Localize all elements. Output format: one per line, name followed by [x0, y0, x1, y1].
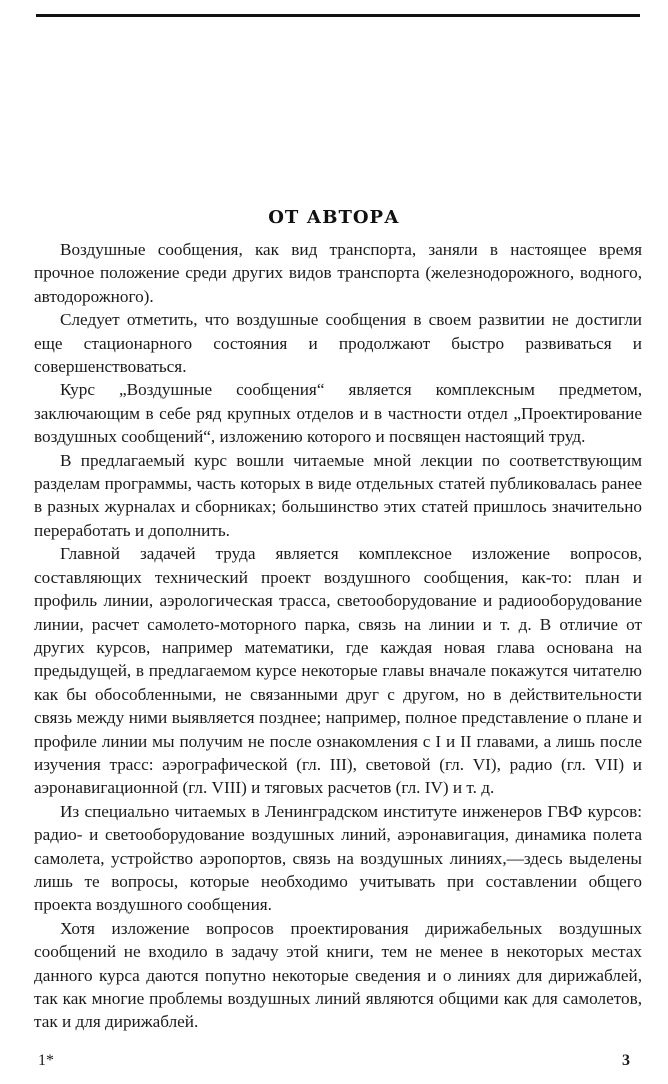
paragraph: Курс „Воздушные сообщения“ является комплексным предметом, заключающим в себе ряд крупных отделов и в частности отдел „Проектирование воздушных сообщений“, изложению которого и посвящен настоящий труд. — [34, 380, 642, 447]
paragraph: Хотя изложение вопросов проектирования дирижабельных воздушных сообщений не входило в задачу этой книги, тем не менее в некоторых местах данного курса даются попутно некоторые сведения и о линиях для дирижаблей, так как многие проблемы воздушных линий являются общими как для самолетов, так и для дирижаблей. — [34, 918, 642, 1032]
paragraph: Из специально читаемых в Ленинградском институте инженеров ГВФ курсов: радио- и светооборудование воздушных линий, аэронавигация, динамика полета самолета, устройство аэропортов, связь на воздушных линиях,—здесь выделены лишь те вопросы, которые необходимо учитывать при составлении общего проекта воздушного сообщения. — [34, 801, 642, 915]
page-heading: ОТ АВТОРА — [268, 207, 400, 228]
signature-mark: 1* — [38, 1052, 54, 1069]
top-rule — [36, 14, 640, 17]
paragraph: В предлагаемый курс вошли читаемые мной лекции по соответствующим разделам программы, часть которых в виде отдельных статей публиковалась ранее в разных журналах и сборниках; большинство этих статей пришлось значительно переработать и дополнить. — [34, 450, 642, 540]
paragraph: Воздушные сообщения, как вид транспорта, заняли в настоящее время прочное положение среди других видов транспорта (железнодорожного, водного, автодорожного). — [34, 240, 642, 306]
paragraph: Главной задачей труда является комплексное изложение вопросов, составляющих технический проект воздушного сообщения, как-то: план и профиль линии, аэрологическая трасса, светооборудование и радиооборудование линии, расчет самолето-моторного парка, связь на линии и т. д. В отличие от других курсов, например математики, где каждая новая глава основана на предыдущей, в предлагаемом курсе некоторые главы вначале покажутся читателю как бы обособленными, не связанными друг с другом, но в действительности связь между ними выявляется позднее; например, полное представление о плане и профиле линии мы получим не после ознакомления с I и II главами, а лишь после изучения трасс: аэрографической (гл. III), световой (гл. VI), радио (гл. VII) и аэронавигационной (гл. VIII) и тяговых расчетов (гл. IV) и т. д. — [34, 544, 642, 798]
body-text — [34, 238, 642, 1034]
paragraph: Следует отметить, что воздушные сообщения в своем развитии не достигли еще стационарного состояния и продолжают быстро развиваться и совершенствоваться. — [34, 310, 642, 377]
page-number: 3 — [622, 1052, 630, 1069]
